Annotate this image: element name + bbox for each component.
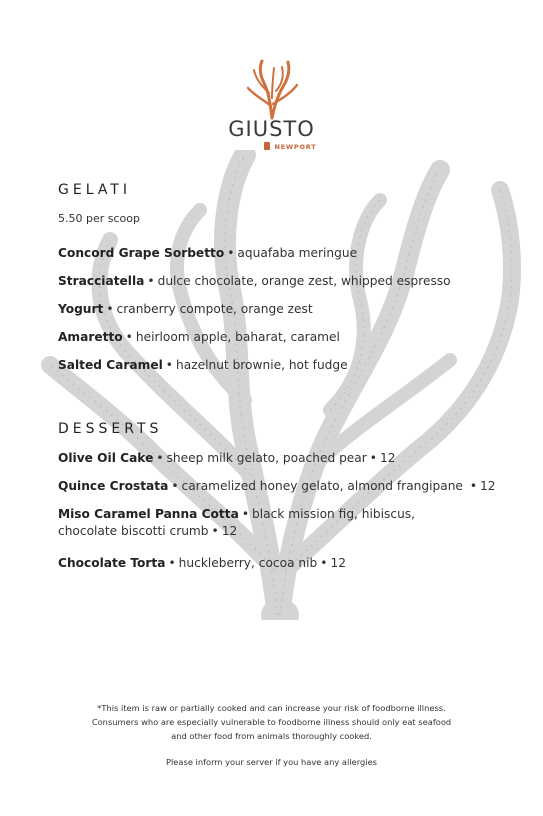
item-description: cranberry compote, orange zest xyxy=(116,302,313,316)
seaweed-logo-icon xyxy=(242,58,302,120)
menu-item: Salted Caramel • hazelnut brownie, hot fudge xyxy=(58,358,348,372)
item-price: 12 xyxy=(380,451,396,465)
menu-item: Miso Caramel Panna Cotta • black mission fig, hibiscus, chocolate biscotti crumb • 12 xyxy=(58,507,416,538)
brand-name: GIUSTO xyxy=(228,117,315,141)
menu-item: Olive Oil Cake • sheep milk gelato, poached pear • 12 xyxy=(58,451,396,465)
item-description: sheep milk gelato, poached pear xyxy=(166,451,367,465)
item-price: 12 xyxy=(330,556,346,570)
disclaimer-line: *This item is raw or partially cooked and can increase your risk of foodborne illness. xyxy=(97,703,446,713)
menu-item: Quince Crostata • caramelized honey gelato, almond frangipane • 12 xyxy=(58,479,496,493)
item-description: black mission fig, hibiscus, xyxy=(252,507,416,521)
item-name: Olive Oil Cake xyxy=(58,451,154,465)
item-description: huckleberry, cocoa nib xyxy=(178,556,318,570)
item-description: caramelized honey gelato, almond frangipane xyxy=(181,479,467,493)
foodborne-disclaimer xyxy=(0,701,543,743)
item-description-continued: chocolate biscotti crumb xyxy=(58,524,209,538)
item-name: Stracciatella xyxy=(58,274,145,288)
item-description: dulce chocolate, orange zest, whipped espresso xyxy=(157,274,451,288)
brand-logo xyxy=(0,58,543,151)
brand-location xyxy=(0,142,543,151)
item-price: 12 xyxy=(480,479,496,493)
brand-location-text: NEWPORT xyxy=(274,143,317,151)
item-name: Salted Caramel xyxy=(58,358,163,372)
menu-item: Chocolate Torta • huckleberry, cocoa nib • 12 xyxy=(58,556,346,570)
menu-item: Amaretto • heirloom apple, baharat, caramel xyxy=(58,330,340,344)
menu-item: Yogurt • cranberry compote, orange zest xyxy=(58,302,313,316)
item-description: hazelnut brownie, hot fudge xyxy=(176,358,348,372)
disclaimer-line: and other food from animals thoroughly cooked. xyxy=(171,731,372,741)
item-name: Amaretto xyxy=(58,330,123,344)
item-description: aquafaba meringue xyxy=(237,246,358,260)
item-name: Concord Grape Sorbetto xyxy=(58,246,225,260)
allergy-note: Please inform your server if you have any allergies xyxy=(166,757,377,767)
section-title-gelati: GELATI xyxy=(58,182,131,198)
section-title-desserts: DESSERTS xyxy=(58,421,163,437)
item-description: heirloom apple, baharat, caramel xyxy=(135,330,340,344)
gelati-price-note: 5.50 per scoop xyxy=(58,212,140,225)
menu-item: Stracciatella • dulce chocolate, orange zest, whipped espresso xyxy=(58,274,451,288)
item-price: 12 xyxy=(221,524,238,538)
item-name: Quince Crostata xyxy=(58,479,169,493)
menu-item: Concord Grape Sorbetto • aquafaba meringue xyxy=(58,246,358,260)
disclaimer-line: Consumers who are especially vulnerable to foodborne illness should only eat seafood xyxy=(91,717,452,727)
item-name: Yogurt xyxy=(58,302,104,316)
newport-flag-icon xyxy=(264,142,270,150)
item-name: Miso Caramel Panna Cotta xyxy=(58,507,239,521)
item-name: Chocolate Torta xyxy=(58,556,166,570)
